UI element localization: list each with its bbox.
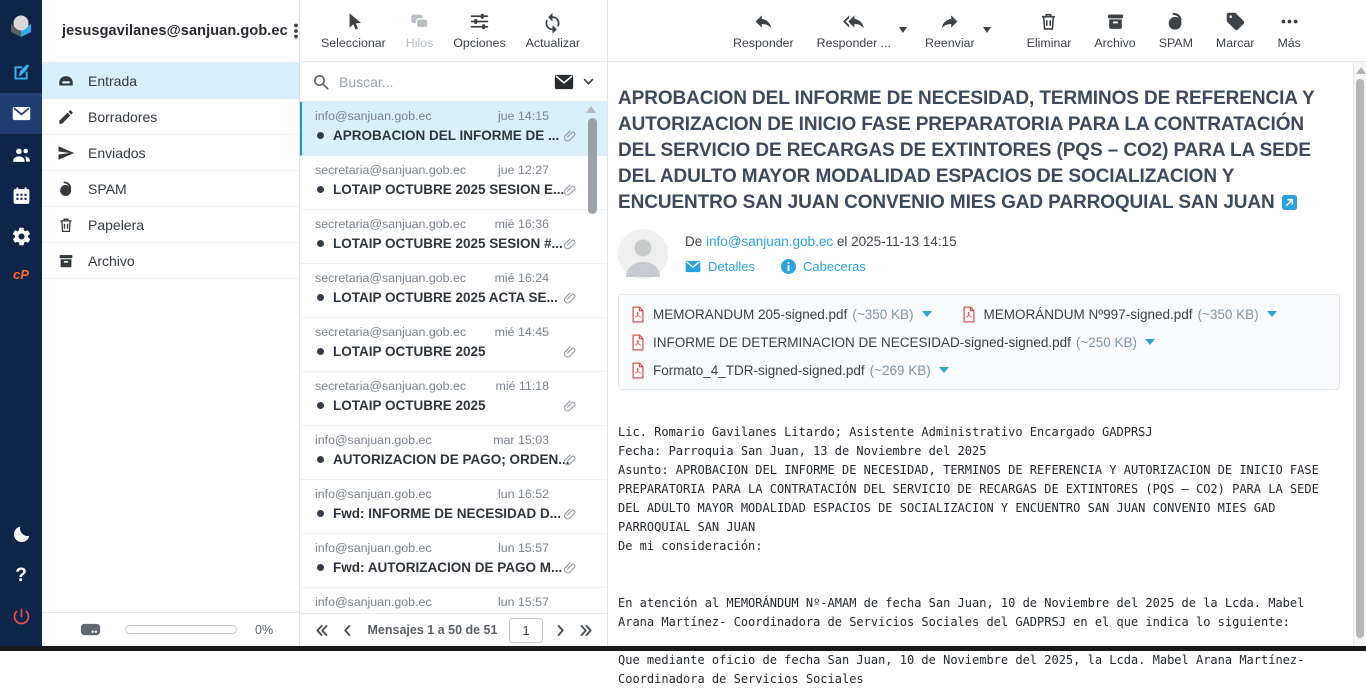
message-list-item[interactable] <box>300 102 607 156</box>
sender-details <box>685 229 957 279</box>
paperclip-icon <box>562 236 579 253</box>
paperclip-icon <box>562 128 579 145</box>
chevron-right-icon <box>553 623 568 638</box>
message-subject: APROBACION DEL INFORME DE ... <box>333 128 560 143</box>
sidebar-item-archivo[interactable] <box>42 243 299 279</box>
body-line: Lic. Romario Gavilanes Litardo; Asistente Administrativo Encargado GADPRSJ <box>618 425 1153 439</box>
message-sender: secretaria@sanjuan.gob.ec <box>315 217 467 231</box>
unread-dot-icon <box>317 294 324 301</box>
attachment-dropdown-icon[interactable] <box>1267 311 1277 317</box>
from-line <box>685 234 957 249</box>
message-subject: LOTAIP OCTUBRE 2025 SESION E... <box>333 182 565 197</box>
unread-dot-icon <box>317 456 324 463</box>
quota-percent: 0% <box>255 622 274 637</box>
trash-icon <box>57 216 75 234</box>
cursor-icon <box>343 11 364 32</box>
sidebar-item-label: Enviados <box>88 144 146 161</box>
message-date: mié 16:36 <box>494 217 549 231</box>
body-line: Asunto: APROBACION DEL INFORME DE NECESIDAD, TERMINOS DE REFERENCIA Y AUTORIZACION DE INICIO FASE PREPARATORIA PARA LA CONTRATACIÓN DEL SERVICIO DE RECARGAS DE EXTINTORES (PQS – CO2) PARA LA SEDE DEL ADULTO MAYOR MODALIDAD ESPACIOS DE SOCIALIZACION Y ENCUENTRO SAN JUAN CONVENIO MIES GAD PARROQUIAL SAN JUAN <box>618 463 1319 534</box>
account-header <box>42 0 299 63</box>
sidebar-item-label: Papelera <box>88 216 145 233</box>
unread-dot-icon <box>317 348 324 355</box>
reply-all-label: Responder ... <box>816 36 892 50</box>
forward-button[interactable] <box>918 0 982 50</box>
unread-dot-icon <box>317 510 324 517</box>
body-line <box>618 575 1340 594</box>
reply-all-icon <box>843 11 864 32</box>
select-button[interactable] <box>314 0 393 50</box>
message-list-item[interactable] <box>300 372 607 426</box>
message-list-item[interactable] <box>300 534 607 588</box>
account-email: jesusgavilanes@sanjuan.gob.ec <box>62 23 288 39</box>
sidebar-item-papelera[interactable] <box>42 207 299 243</box>
folder-sidebar <box>42 0 300 651</box>
inbox-icon <box>57 72 75 90</box>
logout-icon[interactable] <box>0 596 42 637</box>
message-sender: info@sanjuan.gob.ec <box>315 487 432 501</box>
options-button[interactable] <box>446 0 512 50</box>
sidebar-item-label: Archivo <box>88 252 135 269</box>
app-rail <box>0 0 42 651</box>
archive-icon <box>1105 11 1126 32</box>
archive-icon <box>57 252 75 270</box>
external-link-icon[interactable] <box>1282 195 1297 210</box>
message-date: mié 16:24 <box>494 271 549 285</box>
message-sender: info@sanjuan.gob.ec <box>315 595 432 609</box>
message-sender: secretaria@sanjuan.gob.ec <box>315 379 467 393</box>
dark-mode-icon[interactable] <box>0 514 42 555</box>
mail-toolbar <box>608 0 1366 62</box>
attachment-item[interactable] <box>962 300 1277 328</box>
threads-label: Hilos <box>405 36 434 50</box>
first-page-button[interactable] <box>308 618 334 642</box>
next-page-button[interactable] <box>547 618 573 642</box>
message-sender: secretaria@sanjuan.gob.ec <box>315 271 467 285</box>
unread-dot-icon <box>317 132 324 139</box>
threads-button[interactable] <box>399 0 441 50</box>
pdf-icon <box>631 334 645 351</box>
attachment-size: (~269 KB) <box>869 362 931 378</box>
avatar <box>618 229 668 279</box>
message-list-item[interactable] <box>300 156 607 210</box>
spam-label: SPAM <box>1158 36 1193 50</box>
select-label: Seleccionar <box>321 36 386 50</box>
paperclip-icon <box>562 344 579 361</box>
reply-button[interactable] <box>726 0 801 50</box>
attachment-item[interactable] <box>631 328 1155 356</box>
message-subject: AUTORIZACION DE PAGO; ORDEN... <box>333 452 570 467</box>
attachments-box <box>618 294 1340 390</box>
pdf-icon <box>631 362 645 379</box>
message-date: jue 12:27 <box>498 163 549 177</box>
attachment-dropdown-icon[interactable] <box>922 311 932 317</box>
settings-icon[interactable] <box>0 216 42 257</box>
message-date: lun 15:57 <box>498 541 549 555</box>
refresh-button[interactable] <box>519 0 587 50</box>
sidebar-item-label: SPAM <box>88 180 127 197</box>
cpanel-icon[interactable]: cP <box>13 266 29 282</box>
attachment-item[interactable] <box>631 300 932 328</box>
message-list-column <box>300 0 608 651</box>
sidebar-item-label: Borradores <box>88 108 158 125</box>
headers-label: Cabeceras <box>802 259 866 274</box>
message-list-item[interactable] <box>300 426 607 480</box>
message-sender: secretaria@sanjuan.gob.ec <box>315 163 467 177</box>
sliders-icon <box>469 11 490 32</box>
body-line: De mi consideración: <box>618 539 763 553</box>
archive-label: Archivo <box>1094 36 1136 50</box>
delete-label: Eliminar <box>1026 36 1072 50</box>
forward-label: Reenviar <box>925 36 975 50</box>
pagination-bar <box>300 613 607 646</box>
quota-progress-bar <box>125 625 237 634</box>
search-icon <box>312 73 330 91</box>
info-icon <box>781 259 796 274</box>
reading-pane <box>608 0 1366 686</box>
attachment-name: INFORME DE DETERMINACION DE NECESIDAD-signed-signed.pdf <box>653 334 1071 350</box>
chevron-down-icon <box>582 75 595 88</box>
last-page-button[interactable] <box>573 618 599 642</box>
forward-group <box>918 0 993 50</box>
attachment-size: (~350 KB) <box>1197 306 1259 322</box>
reply-label: Responder <box>733 36 794 50</box>
message-sender: info@sanjuan.gob.ec <box>315 433 432 447</box>
envelope-icon <box>554 74 574 90</box>
mark-button[interactable] <box>1209 0 1262 50</box>
mail-content <box>608 62 1366 689</box>
list-toolbar <box>300 0 607 62</box>
pdf-icon <box>962 306 976 323</box>
attachment-dropdown-icon[interactable] <box>939 367 949 373</box>
sidebar-item-borradores[interactable] <box>42 99 299 135</box>
message-date: lun 16:52 <box>498 487 549 501</box>
search-scope-button[interactable] <box>554 74 595 90</box>
person-icon <box>618 229 668 279</box>
pdf-icon <box>631 306 645 323</box>
spam-button[interactable] <box>1152 0 1200 50</box>
contacts-icon[interactable] <box>0 134 42 175</box>
message-date: mar 15:03 <box>493 433 549 447</box>
message-list-item[interactable] <box>300 210 607 264</box>
message-list-item[interactable] <box>300 318 607 372</box>
paperclip-icon <box>562 398 579 415</box>
envelope-icon <box>685 260 701 273</box>
message-subject: LOTAIP OCTUBRE 2025 <box>333 398 486 413</box>
page-number-input[interactable] <box>509 618 543 643</box>
sidebar-item-entrada[interactable] <box>42 63 299 99</box>
refresh-label: Actualizar <box>525 36 581 50</box>
body-line <box>618 556 1340 575</box>
body-line: Fecha: Parroquia San Juan, 13 de Noviembre del 2025 <box>618 444 987 458</box>
mail-scrollbar-thumb[interactable] <box>1356 79 1364 638</box>
chat-bubbles-icon <box>409 11 430 32</box>
sidebar-item-label: Entrada <box>88 72 138 89</box>
reply-all-button[interactable] <box>810 0 898 50</box>
message-list-item[interactable] <box>300 264 607 318</box>
delete-button[interactable] <box>1020 0 1079 50</box>
mail-date: el 2025-11-13 14:15 <box>836 234 957 249</box>
mark-label: Marcar <box>1215 36 1255 50</box>
reply-icon <box>753 11 774 32</box>
mail-icon[interactable] <box>0 93 42 134</box>
message-date: mié 11:18 <box>495 379 549 393</box>
message-date: jue 14:15 <box>498 109 549 123</box>
headers-button[interactable] <box>781 259 866 274</box>
sidebar-item-spam[interactable] <box>42 171 299 207</box>
message-sender: info@sanjuan.gob.ec <box>315 109 432 123</box>
message-list <box>300 102 607 651</box>
mail-subject-text: APROBACION DEL INFORME DE NECESIDAD, TERMINOS DE REFERENCIA Y AUTORIZACION DE INICIO FASE PREPARATORIA PARA LA CONTRATACIÓN DEL SERVICIO DE RECARGAS DE EXTINTORES (PQS – CO2) PARA LA SEDE DEL ADULTO MAYOR MODALIDAD ESPACIOS DE SOCIALIZACION Y ENCUENTRO SAN JUAN CONVENIO MIES GAD PARROQUIAL SAN JUAN <box>618 88 1315 213</box>
message-subject: LOTAIP OCTUBRE 2025 ACTA SE... <box>333 290 558 305</box>
attachment-name: Formato_4_TDR-signed-signed.pdf <box>653 362 865 378</box>
double-chevron-right-icon <box>579 623 594 638</box>
paperclip-icon <box>562 560 579 577</box>
more-label: Más <box>1277 36 1301 50</box>
storage-icon <box>80 622 101 637</box>
message-subject: LOTAIP OCTUBRE 2025 <box>333 344 486 359</box>
mail-scrollbar[interactable] <box>1353 62 1366 646</box>
message-date: mié 14:45 <box>494 325 549 339</box>
details-label: Detalles <box>708 259 755 274</box>
attachment-name: MEMORÁNDUM Nº997-signed.pdf <box>983 306 1193 322</box>
forward-dropdown-icon[interactable] <box>983 27 991 33</box>
search-input[interactable] <box>339 74 554 90</box>
compose-icon[interactable] <box>0 52 42 93</box>
attachment-size: (~350 KB) <box>852 306 914 322</box>
message-subject: Fwd: AUTORIZACION DE PAGO M... <box>333 560 563 575</box>
send-icon <box>57 144 75 162</box>
message-sender: info@sanjuan.gob.ec <box>315 541 432 555</box>
archive-button[interactable] <box>1087 0 1142 50</box>
from-email-link[interactable]: info@sanjuan.gob.ec <box>706 234 834 249</box>
details-button[interactable] <box>685 259 755 274</box>
trash-icon <box>1038 11 1059 32</box>
sidebar-item-enviados[interactable] <box>42 135 299 171</box>
from-label: De <box>685 234 703 249</box>
spam-fire-icon <box>57 180 75 198</box>
spam-fire-icon <box>1165 11 1186 32</box>
unread-dot-icon <box>317 186 324 193</box>
roundcube-logo-icon[interactable] <box>0 0 42 52</box>
unread-dot-icon <box>317 402 324 409</box>
message-subject: LOTAIP OCTUBRE 2025 SESION #... <box>333 236 563 251</box>
double-chevron-left-icon <box>314 623 329 638</box>
more-button[interactable] <box>1270 0 1307 50</box>
body-line: En atención al MEMORÁNDUM Nº-AMAM de fecha San Juan, 10 de Noviembre del 2025 de la Lcda. Mabel Arana Martínez- Coordinadora de Servicios Sociales del GADPRSJ en el que indica lo siguiente: <box>618 596 1305 629</box>
more-dots-icon <box>1279 11 1300 32</box>
reply-all-group <box>810 0 909 50</box>
paperclip-icon <box>562 290 579 307</box>
paperclip-icon <box>562 182 579 199</box>
attachment-item[interactable] <box>631 356 949 384</box>
attachment-size: (~250 KB) <box>1075 334 1138 350</box>
message-subject: Fwd: INFORME DE NECESIDAD D... <box>333 506 562 521</box>
message-sender: secretaria@sanjuan.gob.ec <box>315 325 467 339</box>
quota-footer <box>42 612 299 646</box>
chevron-left-icon <box>340 623 355 638</box>
search-bar <box>300 62 607 102</box>
list-scrollbar-thumb[interactable] <box>588 118 597 214</box>
body-line: Que mediante oficio de fecha San Juan, 10 de Noviembre del 2025, la Lcda. Mabel Arana Martínez- Coordinadora de Servicios Sociales <box>618 653 1305 686</box>
calendar-icon[interactable] <box>0 175 42 216</box>
unread-dot-icon <box>317 564 324 571</box>
pagination-label: Mensajes 1 a 50 de 51 <box>367 623 498 637</box>
scroll-up-arrow-icon[interactable] <box>586 106 596 113</box>
prev-page-button[interactable] <box>334 618 360 642</box>
forward-icon <box>939 11 960 32</box>
reply-all-dropdown-icon[interactable] <box>899 27 907 33</box>
message-list-item[interactable] <box>300 480 607 534</box>
scroll-up-arrow-icon[interactable] <box>1356 67 1366 74</box>
attachment-name: MEMORANDUM 205-signed.pdf <box>653 306 848 322</box>
tag-icon <box>1225 11 1246 32</box>
message-date: lun 15:57 <box>498 595 549 609</box>
attachment-dropdown-icon[interactable] <box>1145 339 1155 345</box>
rail-bottom <box>0 514 42 637</box>
bottom-strip <box>0 646 1366 651</box>
mail-subject <box>618 86 1334 216</box>
meta-buttons <box>685 259 957 274</box>
sender-row <box>618 229 1340 279</box>
refresh-icon <box>542 11 563 32</box>
unread-dot-icon <box>317 240 324 247</box>
help-icon[interactable]: ? <box>0 555 42 596</box>
paperclip-icon <box>562 506 579 523</box>
paperclip-icon <box>562 452 579 469</box>
pencil-icon <box>57 108 75 126</box>
options-label: Opciones <box>453 36 506 50</box>
